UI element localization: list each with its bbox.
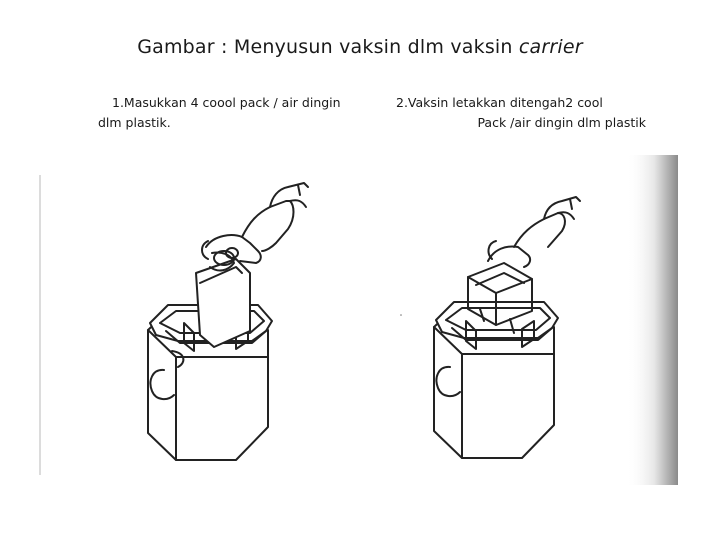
slide-title	[0, 36, 720, 58]
step-2-line-2: Pack /air dingin dlm plastik	[477, 115, 646, 130]
cool-pack-step-icon	[148, 183, 308, 460]
step-1-line-2: dlm plastik.	[98, 115, 171, 130]
vaccine-box-step-icon	[434, 197, 580, 458]
step-1-line-1: 1.Masukkan 4 coool pack / air dingin	[112, 95, 341, 110]
step-2-caption	[396, 93, 646, 133]
step-2-line-1: 2.Vaksin letakkan ditengah2 cool	[396, 95, 603, 110]
title-emphasis: carrier	[518, 36, 583, 58]
title-text: Gambar : Menyusun vaksin dlm vaksin	[137, 36, 519, 58]
illustration-photo	[36, 155, 678, 485]
step-1-caption	[98, 93, 368, 133]
